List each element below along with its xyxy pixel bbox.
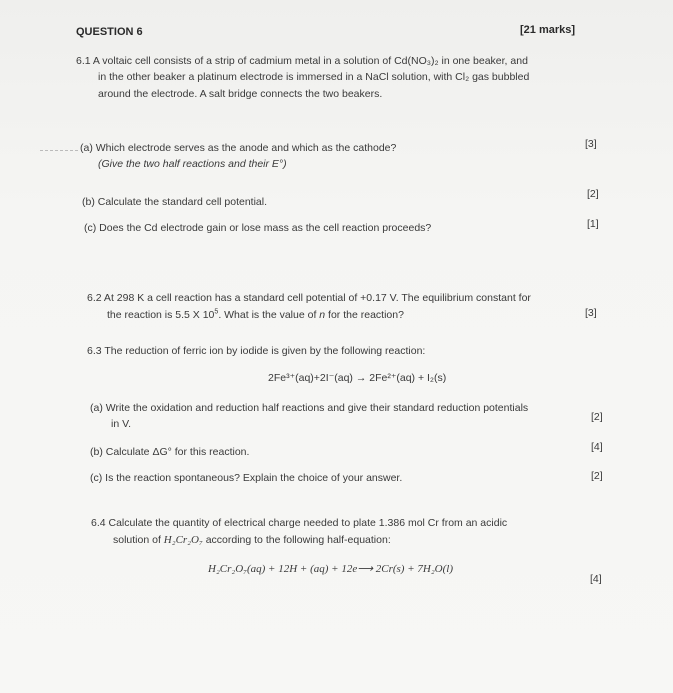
q63-equation: 2Fe³⁺(aq)+2I⁻(aq) → 2Fe²⁺(aq) + I₂(s) — [268, 372, 447, 384]
q64-marks: [4] — [590, 573, 602, 585]
q64-equation: H₂Cr₂O₇(aq) + 12H + (aq) + 12e⟶ 2Cr(s) + 7H₂O(l) — [208, 563, 453, 575]
q62-marks: [3] — [585, 307, 597, 319]
q61c-marks: [1] — [587, 218, 599, 230]
q64-text-line1: 6.4 Calculate the quantity of electrical charge needed to plate 1.386 mol Cr from an acidic — [91, 517, 508, 529]
q63b-marks: [4] — [591, 441, 603, 453]
q63a-text-line1: (a) Write the oxidation and reduction half reactions and give their standard reduction potentials — [90, 402, 529, 414]
q61-text-line1: 6.1 A voltaic cell consists of a strip of cadmium metal in a solution of Cd(NO₃)₂ in one beaker, and — [76, 55, 528, 67]
q63-intro: 6.3 The reduction of ferric ion by iodide is given by the following reaction: — [87, 345, 426, 357]
q63a-text-line2: in V. — [111, 418, 132, 430]
q63c-text: (c) Is the reaction spontaneous? Explain the choice of your answer. — [90, 472, 403, 484]
q63b-text: (b) Calculate ΔG° for this reaction. — [90, 446, 250, 458]
q61a-hint: (Give the two half reactions and their E°) — [98, 158, 287, 170]
q61b-marks: [2] — [587, 188, 599, 200]
q61-text-line2: in the other beaker a platinum electrode is immersed in a NaCl solution, with Cl₂ gas bubbled — [98, 71, 530, 83]
margin-dash — [40, 150, 78, 152]
q61a-marks: [3] — [585, 138, 597, 150]
question-total-marks: [21 marks] — [520, 24, 576, 36]
q61b-text: (b) Calculate the standard cell potential. — [82, 196, 268, 208]
q61a-text: (a) Which electrode serves as the anode and which as the cathode? — [80, 142, 397, 154]
q61c-text: (c) Does the Cd electrode gain or lose mass as the cell reaction proceeds? — [84, 222, 432, 234]
q62-text-line2: the reaction is 5.5 X $10^5$. What is the value of n for the reaction? — [107, 308, 404, 321]
q62-text-line1: 6.2 At 298 K a cell reaction has a standard cell potential of +0.17 V. The equilibrium constant for — [87, 292, 531, 304]
q61-text-line3: around the electrode. A salt bridge connects the two beakers. — [98, 88, 383, 100]
q63a-marks: [2] — [591, 411, 603, 423]
q64-text-line2: solution of H₂Cr₂O₇ according to the following half-equation: — [113, 534, 391, 546]
question-title: QUESTION 6 — [76, 26, 143, 38]
q63c-marks: [2] — [591, 470, 603, 482]
